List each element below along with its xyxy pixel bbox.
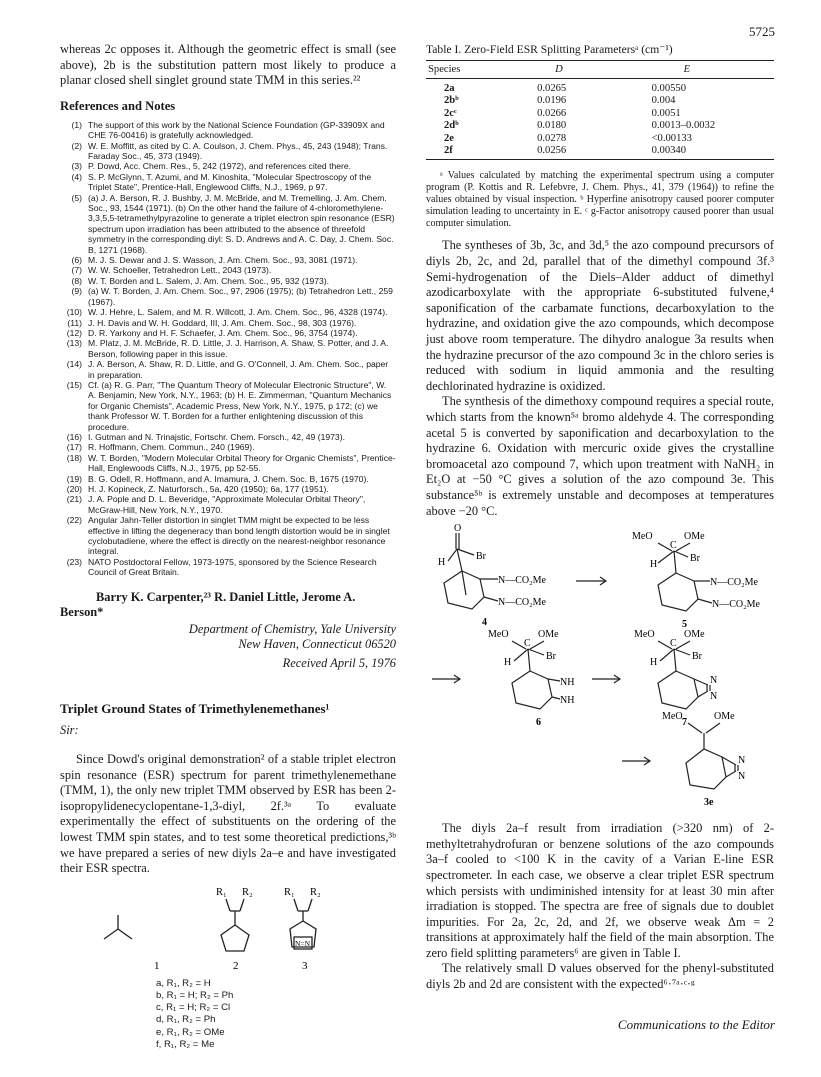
table-footnote: ᵃ Values calculated by matching the experimental spectrum using a computer program (P. Kottis and R. Lefebvre, J. Chem. Phys., 41, 379 (1964)) to refine the values obtained by visual inspection. ᵇ Hyperfine anisotropy caused poorer computer simulation leading to uncertainty in E. ᶜ g-Factor anisotropy caused poorer than usual computer simulation. xyxy=(426,170,774,230)
compound-5-label: 5 xyxy=(682,619,687,631)
compound-1-label: 1 xyxy=(154,959,160,972)
label-r2-3: R₂ xyxy=(310,886,321,898)
compound-4-label: 4 xyxy=(482,617,487,629)
reference-text: I. Gutman and N. Trinajstic, Fortschr. Chem. Forsch., 42, 49 (1973). xyxy=(88,431,345,442)
tmm-bond-right xyxy=(118,929,132,939)
reference-item xyxy=(60,265,396,275)
reference-text: J. A. Pople and D. L. Beveridge, "Approximate Molecular Orbital Theory", McGraw-Hill, New York, N.Y., 1970. xyxy=(88,494,366,515)
reference-number: (11) xyxy=(67,317,82,328)
received-date: Received April 5, 1976 xyxy=(282,656,396,671)
salutation: Sir: xyxy=(60,723,79,738)
reference-item xyxy=(60,338,396,359)
scheme-label-meo3e: MeO xyxy=(662,711,683,723)
substituent-item: a, R₁, R₂ = H xyxy=(156,977,211,989)
table-title: Table I. Zero-Field ESR Splitting Parametersᵃ (cm⁻¹) xyxy=(426,43,673,56)
reference-number: (14) xyxy=(66,359,82,370)
page-number: 5725 xyxy=(749,24,775,39)
species-cell: 2dᵇ xyxy=(444,120,459,132)
reference-item xyxy=(60,193,396,255)
reference-item xyxy=(60,515,396,557)
reference-number: (19) xyxy=(66,473,82,484)
substituent-item: d, R₁, R₂ = Ph xyxy=(156,1014,216,1026)
compound-6-label: 6 xyxy=(536,717,541,729)
reference-item xyxy=(60,557,396,578)
scheme-label-br7: Br xyxy=(692,651,702,663)
scheme-label-h4: H xyxy=(438,557,446,569)
reference-item xyxy=(60,172,396,193)
reference-item xyxy=(60,286,396,307)
reference-item xyxy=(60,276,396,286)
scheme-label-nh6b: NH xyxy=(560,695,575,707)
scheme-label-h5: H xyxy=(650,559,658,571)
reference-number: (9) xyxy=(71,286,82,297)
substituent-item: f, R₁, R₂ = Me xyxy=(156,1038,215,1050)
synthesis-paragraph-2: The synthesis of the dimethoxy compound requires a special route, which starts from the known⁵ᵃ bromo aldehyde 4. The corresponding acetal 5 is converted by saponification and decarboxylation to the hydrazine 6. Oxidation with mercuric oxide gives the crystalline bromoacetal azo compound 7, which upon treatment with NaNH₂ in Et₂O at −50 °C gives a solution of the azo compound 3e. This substance⁵ᵇ is extremely unstable and decomposes at temperatures above −20 °C. xyxy=(426,394,774,518)
reference-number: (23) xyxy=(66,556,82,567)
scheme-label-n3ea: N xyxy=(738,755,746,767)
table-row xyxy=(426,145,774,160)
right-column xyxy=(426,42,774,993)
reference-number: (4) xyxy=(71,171,82,182)
tmm-bond-left xyxy=(104,929,118,939)
article-paragraph-1: Since Dowd's original demonstration² of a stable triplet electron spin resonance (ESR) spectrum for parent trimethylenemethane (TMM, 1), the only new triplet TMM observed by ESR has been 2-isopropylidenecyclopentane-1,3-diyl, 2f.³ᵃ To evaluate experimentally the effect of substituents on the ordering of the lowest TMM spin states, and to test some theoretical predictions,³ᵇ we have prepared a series of new diyls 2a–e and have investigated their ESR spectra. xyxy=(60,752,396,876)
reference-item xyxy=(60,161,396,171)
reference-item xyxy=(60,380,396,432)
reference-item xyxy=(60,318,396,328)
d-value-cell: 0.0265 xyxy=(537,83,567,94)
reference-item xyxy=(60,120,396,141)
reference-text: W. E. Moffitt, as cited by C. A. Coulson, J. Chem. Phys., 45, 243 (1948); Trans. Faraday Soc., 45, 373 (1949). xyxy=(88,140,388,161)
d-value-cell: 0.0256 xyxy=(481,145,617,160)
structures-figure xyxy=(60,877,396,1077)
scheme-label-meo6: MeO xyxy=(488,629,509,641)
table-row xyxy=(426,95,774,107)
reference-number: (7) xyxy=(71,265,82,276)
reference-number: (10) xyxy=(66,307,82,318)
table-row xyxy=(426,79,774,96)
scheme-label-meo7: MeO xyxy=(634,629,655,641)
reference-item xyxy=(60,484,396,494)
reference-text: J. H. Davis and W. H. Goddard, III, J. Am. Chem. Soc., 98, 303 (1976). xyxy=(88,317,357,328)
reference-text: J. A. Berson, A. Shaw, R. D. Little, and G. O'Connell, J. Am. Chem. Soc., paper in preparation. xyxy=(88,359,389,380)
reference-number: (2) xyxy=(71,140,82,151)
reference-text: W. T. Borden, "Modern Molecular Orbital Theory for Organic Chemists", Prentice-Hall, Englewoods Cliffs, N.J., 1975, pp 52-55. xyxy=(88,452,396,474)
scheme-label-ome3e: OMe xyxy=(714,711,735,723)
scheme-label-c5: C xyxy=(670,540,677,552)
label-r1-3: R₁ xyxy=(284,886,295,898)
e-value-cell: 0.0013–0.0032 xyxy=(651,120,716,132)
e-value-cell: <0.00133 xyxy=(651,132,692,144)
reference-text: Angular Jahn-Teller distortion in singlet TMM might be expected to be less effective in lifting the degeneracy than bond length distortion would be in singlet cyclobutadiene, where the effect is directly on the nearest-neighbor resonance integral. xyxy=(88,515,390,557)
reference-number: (17) xyxy=(66,442,82,453)
scheme-label-c7: C xyxy=(670,638,677,650)
scheme-label-ome5: OMe xyxy=(684,531,705,543)
affiliation-address: New Haven, Connecticut 06520 xyxy=(238,636,396,651)
header-e: E xyxy=(618,61,774,79)
e-value-cell: 0.004 xyxy=(651,95,676,107)
compound-2-label: 2 xyxy=(233,959,239,972)
scheme-label-h7: H xyxy=(650,657,658,669)
reference-number: (3) xyxy=(71,161,82,172)
reference-text: R. Hoffmann, Chem. Commun., 240 (1969). xyxy=(88,442,255,453)
scheme-label-n4b: N—CO₂Me xyxy=(498,597,546,609)
species-cell: 2e xyxy=(444,132,454,144)
affiliation-department: Department of Chemistry, Yale University xyxy=(188,621,396,636)
cyclopentane-ring xyxy=(221,925,249,951)
reference-text: M. Platz, J. M. McBride, R. D. Little, J. J. Harrison, A. Shaw, S. Potter, and J. A. Berson, following paper in this issue. xyxy=(88,338,389,359)
d-value-cell: 0.0180 xyxy=(537,120,567,132)
left-column xyxy=(60,42,396,1077)
reference-item xyxy=(60,453,396,474)
label-r1: R₁ xyxy=(216,886,227,898)
scheme-label-br6: Br xyxy=(546,651,556,663)
reference-text: NATO Postdoctoral Fellow, 1973-1975, sponsored by the Science Research Council of Great Britain. xyxy=(88,556,377,578)
reference-text: (a) W. T. Borden, J. Am. Chem. Soc., 97, 2906 (1975); (b) Tetrahedron Lett., 259 (1967). xyxy=(88,286,393,307)
reference-number: (8) xyxy=(71,275,82,286)
reference-item xyxy=(60,474,396,484)
reference-item xyxy=(60,307,396,317)
reference-item xyxy=(60,432,396,442)
intro-paragraph: whereas 2c opposes it. Although the geometric effect is small (see above), 2b is the substitution pattern most likely to produce a planar closed shell singlet ground state TMM in this series.²² xyxy=(60,42,396,88)
reference-item xyxy=(60,328,396,338)
scheme-label-br5: Br xyxy=(690,553,700,565)
reference-item xyxy=(60,359,396,380)
e-value-cell: 0.0051 xyxy=(651,107,681,119)
reference-number: (21) xyxy=(66,494,82,505)
scheme-label-n7b: N xyxy=(710,691,718,703)
substituent-item: b, R₁ = H; R₂ = Ph xyxy=(156,990,234,1002)
author-list: Barry K. Carpenter,²³ R. Daniel Little, Jerome A. Berson* xyxy=(60,589,356,619)
reference-number: (15) xyxy=(66,379,82,390)
scheme-label-ome6: OMe xyxy=(538,629,559,641)
reference-number: (16) xyxy=(66,431,82,442)
irradiation-paragraph: The diyls 2a–f result from irradiation (>320 nm) of 2-methyltetrahydrofuran or benzene solutions of the azo compounds 3a–f cooled to <100 K in the cavity of a Varian E-line ESR spectrometer. In each case, we observe a clear triplet ESR spectrum which persists with undiminished intensity for at least 30 min after irradiation is stopped. The spectra are free of signals due to doublet impurities. For 2a, 2c, 2d, and 2f, we observe weak Δm = 2 transitions at approximately half the field of the main absorption. The zero field splitting parameters⁶ are given in Table I. xyxy=(426,821,774,960)
substituent-list xyxy=(156,978,396,1051)
scheme-label-nh6a: NH xyxy=(560,677,575,689)
scheme-label-ome7: OMe xyxy=(684,629,705,641)
scheme-label-br4: Br xyxy=(476,551,486,563)
scheme-label-n7a: N xyxy=(710,675,718,687)
reference-text: Cf. (a) R. G. Parr, "The Quantum Theory of Molecular Electronic Structure", W. A. Benjamin, New York, N.Y., 1963; (b) H. E. Zimmerman, "Quantum Mechanics for Organic Chemists", Academic Press, New York, N.Y., 1975, p 172; (c) we thank Professor W. T. Borden for a further enlightening discussion of this procedure. xyxy=(88,379,392,432)
reference-text: P. Dowd, Acc. Chem. Res., 5, 242 (1972), and references cited there. xyxy=(88,161,352,172)
scheme-label-o: O xyxy=(454,523,462,535)
reference-text: W. W. Schoeller, Tetrahedron Lett., 2043 (1973). xyxy=(88,265,272,276)
compound-7-label: 7 xyxy=(682,717,687,729)
substituent-item: c, R₁ = H; R₂ = Cl xyxy=(156,1002,231,1014)
species-cell: 2bᵇ xyxy=(444,95,459,107)
species-cell: 2f xyxy=(426,145,481,160)
reference-text: W. T. Borden and L. Salem, J. Am. Chem. Soc., 95, 932 (1973). xyxy=(88,275,330,286)
label-r2: R₂ xyxy=(242,886,253,898)
reference-item xyxy=(60,494,396,515)
compound-3-label: 3 xyxy=(302,959,308,972)
header-species: Species xyxy=(426,61,481,79)
esr-table xyxy=(426,60,774,160)
reference-number: (13) xyxy=(66,338,82,349)
reference-number: (1) xyxy=(71,119,82,130)
reference-number: (22) xyxy=(66,515,82,526)
compound-3e-label: 3e xyxy=(704,797,714,809)
table-row xyxy=(426,108,774,120)
scheme-label-h6: H xyxy=(504,657,512,669)
journal-footer: Communications to the Editor xyxy=(617,1017,775,1032)
scheme-label-c6: C xyxy=(524,638,531,650)
reference-text: B. G. Odell, R. Hoffmann, and A. Imamura, J. Chem. Soc. B, 1675 (1970). xyxy=(88,473,369,484)
reference-number: (6) xyxy=(71,255,82,266)
scheme-drawing xyxy=(426,523,774,813)
reference-item xyxy=(60,442,396,452)
label-nn: N=N xyxy=(295,938,311,948)
d-values-paragraph: The relatively small D values observed for the phenyl-substituted diyls 2b and 2d are consistent with the expected⁶·⁷ᵃ·ᶜ·ᵍ xyxy=(426,961,774,992)
substituent-item: e, R₁, R₂ = OMe xyxy=(156,1026,225,1038)
article-title: Triplet Ground States of Trimethylenemethanes¹ xyxy=(60,701,330,717)
table-row xyxy=(426,120,774,132)
scheme-label-n3eb: N xyxy=(738,771,746,783)
e-value-cell: 0.00340 xyxy=(618,145,774,160)
header-d: D xyxy=(481,61,617,79)
scheme-label-n5a: N—CO₂Me xyxy=(710,577,758,589)
table-row xyxy=(426,133,774,145)
species-cell: 2cᶜ xyxy=(444,107,457,119)
species-cell: 2a xyxy=(444,83,455,94)
reference-number: (12) xyxy=(66,327,82,338)
reference-text: H. J. Kopineck, Z. Naturforsch., 5a, 420 (1950); 6a, 177 (1951). xyxy=(88,484,329,494)
d-value-cell: 0.0196 xyxy=(537,95,567,107)
reference-text: D. R. Yarkony and H. F. Schaefer, J. Am. Chem. Soc., 96, 3754 (1974). xyxy=(88,327,358,338)
e-value-cell: 0.00550 xyxy=(651,83,687,94)
reference-text: (a) J. A. Berson, R. J. Bushby, J. M. McBride, and M. Tremelling, J. Am. Chem. Soc., 93, 1544 (1971). (b) On the other hand the failure of 4-chloromethylene-3,3,5,5-tetramethylpyrazoline to generate a triplet electron spin resonance (ESR) spectrum upon irradiation has been attributed to the absence of threefold symmetry in the corresponding diyl: S. D. Andrews and A. C. Day, J. Chem. Soc. B, 1271 (1968). xyxy=(88,192,395,255)
synthesis-scheme xyxy=(426,523,774,813)
synthesis-paragraph-1: The syntheses of 3b, 3c, and 3d,⁵ the azo compound precursors of diyls 2b, 2c, and 2d, parallel that of the dimethyl compound 3f.³ Semi-hydrogenation of the Diels–Alder adduct of dimethyl azodicarboxylate with the appropriate 6-substituted fulvene,⁴ saponification of the carbamate functions, decarboxylation to the hydrazine, and oxidation give the azo compounds, which decompose just above room temperature. The dihydro analogue 3a results when the hydrazine precursor of the azo compound 3c in the chloro series is reduced with sodium in liquid ammonia and the resulting dechlorinated hydrazine is oxidized. xyxy=(426,238,774,393)
d-value-cell: 0.0266 xyxy=(537,107,567,119)
scheme-label-meo5: MeO xyxy=(632,531,653,543)
structures-1-2-3 xyxy=(60,877,396,973)
references-heading: References and Notes xyxy=(60,98,176,113)
reference-number: (18) xyxy=(66,452,82,463)
d-value-cell: 0.0278 xyxy=(537,132,567,144)
scheme-label-n5b: N—CO₂Me xyxy=(712,599,760,611)
reference-number: (20) xyxy=(66,484,82,494)
reference-number: (5) xyxy=(71,192,82,203)
reference-text: W. J. Hehre, L. Salem, and M. R. Willcott, J. Am. Chem. Soc., 96, 4328 (1974). xyxy=(88,307,388,318)
reference-text: M. J. S. Dewar and J. S. Wasson, J. Am. Chem. Soc., 93, 3081 (1971). xyxy=(88,255,358,266)
reference-item xyxy=(60,255,396,265)
references-list xyxy=(60,120,396,578)
reference-text: S. P. McGlynn, T. Azumi, and M. Kinoshita, "Molecular Spectroscopy of the Triplet State", Prentice-Hall, Englewood Cliffs, N.J., 1969, p 97. xyxy=(88,171,372,193)
reference-text: The support of this work by the National Science Foundation (GP-33909X and CHE 76-00416) is gratefully acknowledged. xyxy=(88,119,385,141)
scheme-label-n4a: N—CO₂Me xyxy=(498,575,546,587)
reference-item xyxy=(60,141,396,162)
